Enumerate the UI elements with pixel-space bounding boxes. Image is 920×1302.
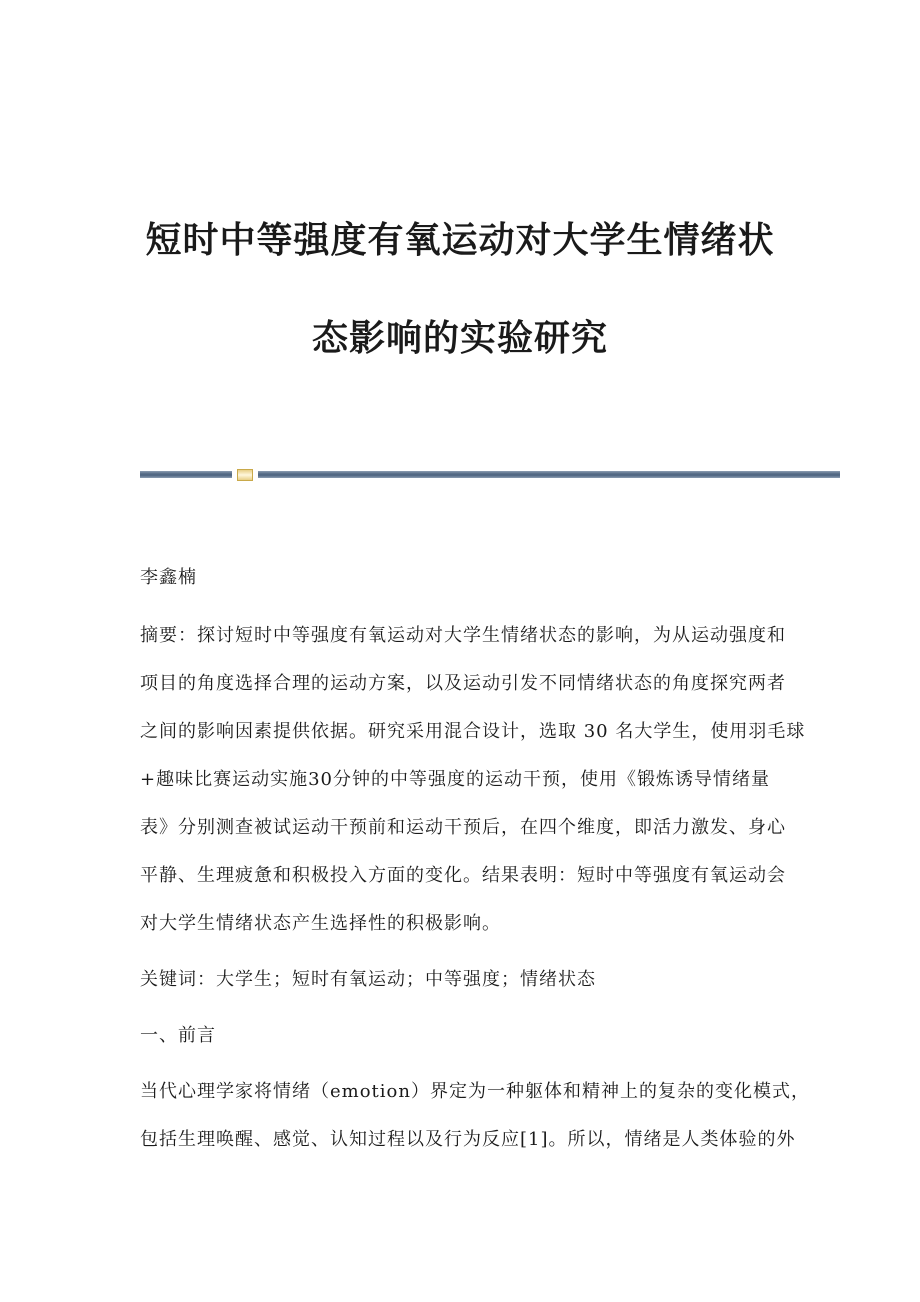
section-heading <box>140 1012 216 1060</box>
abstract-line: 项目的角度选择合理的运动方案，以及运动引发不同情绪状态的角度探究两者 <box>140 673 786 694</box>
author <box>140 554 197 602</box>
abstract-line: +趣味比赛运动实施30分钟的中等强度的运动干预，使用《锻炼诱导情绪量 <box>140 769 770 790</box>
divider-bar-left <box>140 471 232 478</box>
abstract-line: 摘要：探讨短时中等强度有氧运动对大学生情绪状态的影响，为从运动强度和 <box>140 625 786 646</box>
paper-title-line-2: 态影响的实验研究 <box>311 317 608 359</box>
section-body <box>140 1068 810 1164</box>
abstract-line: 表》分别测查被试运动干预前和运动干预后，在四个维度，即活力激发、身心 <box>140 817 786 838</box>
section-heading-text: 一、前言 <box>140 1025 216 1046</box>
paper-title-line-1: 短时中等强度有氧运动对大学生情绪状 <box>145 219 775 261</box>
abstract-line: 平静、生理疲惫和积极投入方面的变化。结果表明：短时中等强度有氧运动会 <box>140 865 786 886</box>
body-line: 包括生理唤醒、感觉、认知过程以及行为反应[1]。所以，情绪是人类体验的外 <box>140 1129 796 1150</box>
divider-bar-right <box>258 471 840 478</box>
abstract-line: 之间的影响因素提供依据。研究采用混合设计，选取 30 名大学生，使用羽毛球 <box>140 721 806 742</box>
paper-title <box>0 191 920 387</box>
author-name: 李鑫楠 <box>140 567 197 588</box>
body-line: 当代心理学家将情绪（emotion）界定为一种躯体和精神上的复杂的变化模式， <box>140 1081 810 1102</box>
title-divider <box>140 469 840 481</box>
abstract <box>140 612 805 948</box>
keywords <box>140 956 596 1004</box>
keywords-line: 关键词：大学生；短时有氧运动；中等强度；情绪状态 <box>140 969 596 990</box>
abstract-line: 对大学生情绪状态产生选择性的积极影响。 <box>140 913 501 934</box>
ornament-icon <box>237 469 253 481</box>
